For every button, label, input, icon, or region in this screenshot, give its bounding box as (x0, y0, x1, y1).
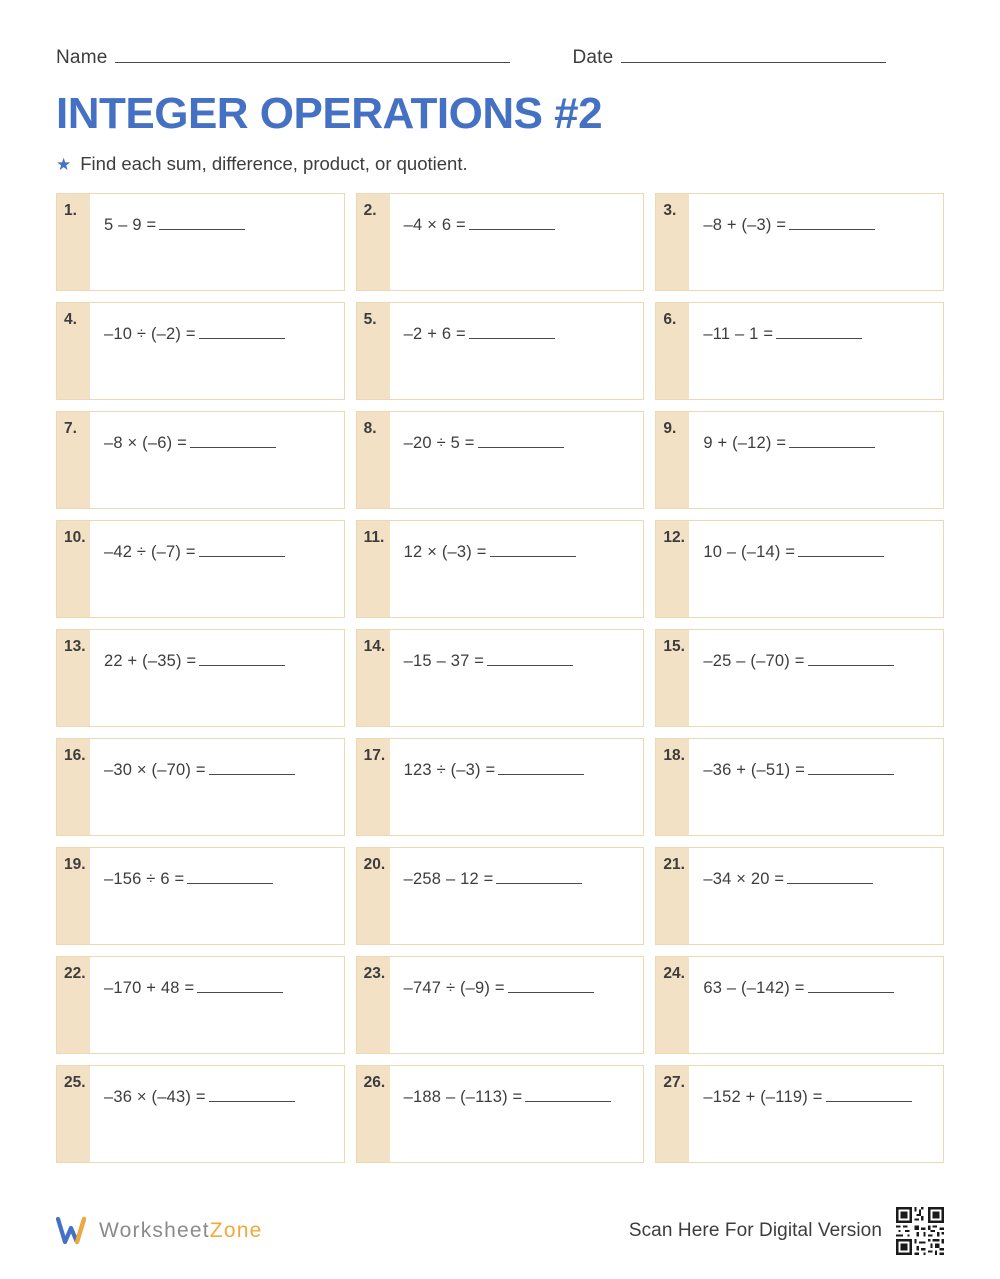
problem-number-strip (357, 521, 390, 617)
answer-blank[interactable] (469, 326, 555, 339)
problem-expression: –34 × 20 = (703, 870, 785, 889)
problem-cell (356, 956, 645, 1054)
problem-number: 19. (64, 856, 86, 874)
worksheet-zone-logo-icon (56, 1216, 90, 1246)
instructions-text: Find each sum, difference, product, or quotient. (80, 153, 468, 175)
problem-number: 12. (663, 529, 685, 547)
problem-number: 26. (363, 1074, 386, 1092)
problem-cell (56, 302, 345, 400)
problem-body (90, 848, 344, 944)
problem-expression: –36 × (–43) = (104, 1088, 206, 1107)
problem-number: 8. (363, 420, 377, 438)
answer-blank[interactable] (808, 653, 894, 666)
problem-number: 4. (64, 311, 77, 329)
problem-expression: –11 – 1 = (703, 325, 774, 344)
problem-number: 27. (663, 1074, 685, 1092)
problem-cell (56, 411, 345, 509)
problem-number: 11. (363, 529, 385, 547)
problem-expression-row (404, 325, 634, 344)
answer-blank[interactable] (789, 217, 875, 230)
answer-blank[interactable] (199, 544, 285, 557)
answer-blank[interactable] (187, 871, 273, 884)
problem-expression-row (104, 761, 334, 780)
problem-body (689, 848, 943, 944)
problem-cell (356, 847, 645, 945)
problem-cell (655, 629, 944, 727)
problem-body (689, 1066, 943, 1162)
problem-expression-row (104, 216, 334, 235)
problem-number: 1. (64, 202, 77, 220)
problem-expression-row (104, 434, 334, 453)
problem-body (90, 303, 344, 399)
name-date-row (56, 46, 944, 69)
problem-expression: –188 – (–113) = (403, 1088, 523, 1107)
problem-cell (655, 302, 944, 400)
problem-expression-row (404, 652, 634, 671)
problem-number: 13. (64, 638, 86, 656)
problem-body (90, 739, 344, 835)
problem-number: 14. (363, 638, 386, 656)
problem-body (90, 1066, 344, 1162)
problem-number: 15. (663, 638, 685, 656)
problem-expression: –170 + 48 = (104, 979, 195, 998)
problem-number-strip (656, 194, 689, 290)
brand-name-first: Worksheet (99, 1219, 210, 1242)
problem-cell (356, 738, 645, 836)
problem-cell (56, 1065, 345, 1163)
problem-number: 22. (64, 965, 86, 983)
problem-expression-row (104, 979, 334, 998)
problem-expression: 123 ÷ (–3) = (403, 761, 496, 780)
problem-number: 25. (64, 1074, 86, 1092)
date-label: Date (572, 47, 614, 68)
answer-blank[interactable] (209, 1089, 295, 1102)
problem-expression-row (104, 652, 334, 671)
problem-expression-row (104, 325, 334, 344)
problem-body (390, 739, 644, 835)
problem-body (90, 412, 344, 508)
qr-code-icon[interactable] (896, 1207, 944, 1255)
problem-expression-row (404, 870, 634, 889)
answer-blank[interactable] (490, 544, 576, 557)
problem-number-strip (57, 1066, 90, 1162)
answer-blank[interactable] (508, 980, 594, 993)
problem-number: 21. (663, 856, 685, 874)
problem-number: 18. (663, 747, 685, 765)
star-icon: ★ (56, 154, 72, 174)
problem-number-strip (656, 303, 689, 399)
date-input-line[interactable] (621, 46, 886, 63)
problem-expression: 10 – (–14) = (703, 543, 796, 562)
problem-number: 2. (363, 202, 377, 220)
answer-blank[interactable] (197, 980, 283, 993)
problem-expression: –8 × (–6) = (104, 434, 187, 453)
problem-expression-row (404, 434, 634, 453)
name-input-line[interactable] (115, 46, 510, 63)
problem-expression-row (404, 1088, 634, 1107)
problem-expression-row (404, 761, 634, 780)
problem-expression-row (404, 979, 634, 998)
scan-text: Scan Here For Digital Version (628, 1220, 882, 1241)
problem-expression-row (703, 870, 933, 889)
answer-blank[interactable] (798, 544, 884, 557)
problem-number-strip (57, 521, 90, 617)
problem-expression: 12 × (–3) = (403, 543, 487, 562)
problem-expression-row (404, 216, 634, 235)
problem-cell (356, 520, 645, 618)
problem-expression-row (703, 652, 933, 671)
brand-logo (56, 1216, 262, 1246)
answer-blank[interactable] (190, 435, 276, 448)
answer-blank[interactable] (808, 762, 894, 775)
problem-expression: –152 + (–119) = (703, 1088, 823, 1107)
problem-cell (655, 847, 944, 945)
problem-expression: –258 – 12 = (403, 870, 494, 889)
problem-number: 20. (363, 856, 386, 874)
problem-number-strip (656, 1066, 689, 1162)
problem-body (689, 739, 943, 835)
problem-expression-row (104, 543, 334, 562)
problem-expression: –8 + (–3) = (703, 216, 787, 235)
problem-number-strip (57, 412, 90, 508)
problem-cell (655, 738, 944, 836)
problem-number: 23. (363, 965, 386, 983)
problem-number: 16. (64, 747, 86, 765)
answer-blank[interactable] (199, 653, 285, 666)
problem-expression-row (703, 216, 933, 235)
answer-blank[interactable] (808, 980, 894, 993)
problem-expression-row (703, 543, 933, 562)
problem-number-strip (357, 848, 390, 944)
problem-expression-row (703, 434, 933, 453)
problem-body (390, 412, 644, 508)
problem-expression: –36 + (–51) = (703, 761, 806, 780)
answer-blank[interactable] (789, 435, 875, 448)
problem-number-strip (656, 848, 689, 944)
problem-number-strip (57, 303, 90, 399)
problem-expression-row (104, 870, 334, 889)
name-label: Name (56, 47, 108, 68)
problem-body (689, 521, 943, 617)
problem-expression: 22 + (–35) = (104, 652, 197, 671)
problem-expression-row (104, 1088, 334, 1107)
problem-cell (655, 193, 944, 291)
problem-body (689, 303, 943, 399)
page-footer (56, 1205, 944, 1257)
problem-cell (356, 302, 645, 400)
problem-number: 10. (64, 529, 86, 547)
problem-body (390, 957, 644, 1053)
problem-number-strip (656, 630, 689, 726)
problem-number: 5. (363, 311, 377, 329)
answer-blank[interactable] (787, 871, 873, 884)
problem-cell (655, 1065, 944, 1163)
problem-cell (655, 956, 944, 1054)
problem-number-strip (656, 412, 689, 508)
problem-number-strip (57, 194, 90, 290)
problem-number: 7. (64, 420, 77, 438)
problem-cell (356, 411, 645, 509)
problem-expression: –30 × (–70) = (104, 761, 206, 780)
answer-blank[interactable] (159, 217, 245, 230)
problem-body (689, 630, 943, 726)
brand-name (99, 1219, 262, 1243)
problem-cell (356, 1065, 645, 1163)
problem-cell (655, 520, 944, 618)
problem-expression: –156 ÷ 6 = (104, 870, 185, 889)
problem-number: 3. (663, 202, 677, 220)
problem-number: 6. (663, 311, 677, 329)
problem-number-strip (57, 848, 90, 944)
problem-expression: 5 – 9 = (104, 216, 157, 235)
problem-number: 24. (663, 965, 685, 983)
problem-body (390, 630, 644, 726)
problem-body (390, 521, 644, 617)
problem-body (689, 194, 943, 290)
problem-body (390, 848, 644, 944)
problem-expression-row (703, 979, 933, 998)
problem-body (390, 1066, 644, 1162)
brand-name-second: Zone (209, 1219, 263, 1242)
problem-number-strip (57, 957, 90, 1053)
problem-number-strip (656, 957, 689, 1053)
problem-expression-row (404, 543, 634, 562)
answer-blank[interactable] (478, 435, 564, 448)
problem-expression: –4 × 6 = (403, 216, 466, 235)
problem-number-strip (57, 630, 90, 726)
problem-number-strip (357, 739, 390, 835)
problem-cell (356, 193, 645, 291)
page-title: INTEGER OPERATIONS #2 (56, 89, 603, 138)
problem-number-strip (357, 630, 390, 726)
problem-expression: –10 ÷ (–2) = (104, 325, 196, 344)
problem-number-strip (357, 194, 390, 290)
problem-cell (56, 738, 345, 836)
problem-expression-row (703, 325, 933, 344)
answer-blank[interactable] (496, 871, 582, 884)
problem-expression: 63 – (–142) = (703, 979, 805, 998)
problem-grid (56, 193, 944, 1163)
problem-number-strip (357, 303, 390, 399)
problem-expression: –747 ÷ (–9) = (403, 979, 505, 998)
problem-cell (655, 411, 944, 509)
problem-expression: –20 ÷ 5 = (403, 434, 475, 453)
problem-expression: –15 – 37 = (403, 652, 485, 671)
problem-body (390, 303, 644, 399)
problem-number-strip (357, 957, 390, 1053)
problem-cell (56, 956, 345, 1054)
problem-expression-row (703, 761, 933, 780)
problem-body (390, 194, 644, 290)
problem-expression: –2 + 6 = (403, 325, 466, 344)
problem-body (90, 194, 344, 290)
problem-cell (56, 193, 345, 291)
problem-expression: –42 ÷ (–7) = (104, 543, 196, 562)
problem-number-strip (656, 521, 689, 617)
problem-number-strip (357, 412, 390, 508)
answer-blank[interactable] (199, 326, 285, 339)
problem-number-strip (357, 1066, 390, 1162)
problem-cell (356, 629, 645, 727)
answer-blank[interactable] (525, 1089, 611, 1102)
answer-blank[interactable] (826, 1089, 912, 1102)
answer-blank[interactable] (498, 762, 584, 775)
answer-blank[interactable] (209, 762, 295, 775)
problem-cell (56, 847, 345, 945)
problem-cell (56, 629, 345, 727)
problem-number: 9. (663, 420, 677, 438)
problem-body (689, 957, 943, 1053)
problem-number-strip (656, 739, 689, 835)
answer-blank[interactable] (776, 326, 862, 339)
problem-number-strip (57, 739, 90, 835)
problem-body (689, 412, 943, 508)
answer-blank[interactable] (469, 217, 555, 230)
scan-section (629, 1207, 944, 1255)
problem-body (90, 521, 344, 617)
problem-number: 17. (363, 747, 386, 765)
problem-expression: –25 – (–70) = (703, 652, 805, 671)
instructions-row (56, 153, 944, 175)
problem-body (90, 630, 344, 726)
problem-body (90, 957, 344, 1053)
problem-expression-row (703, 1088, 933, 1107)
problem-expression: 9 + (–12) = (703, 434, 787, 453)
answer-blank[interactable] (487, 653, 573, 666)
problem-cell (56, 520, 345, 618)
